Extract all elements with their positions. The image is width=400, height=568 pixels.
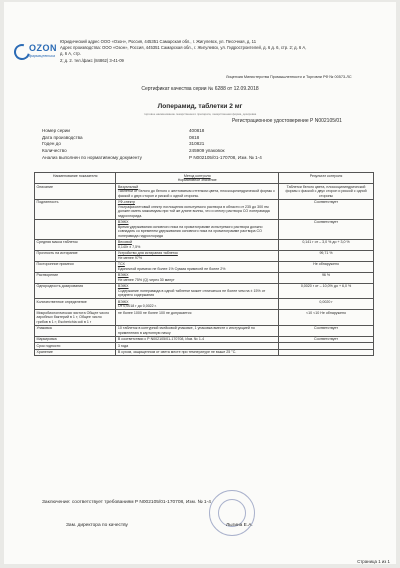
company-line: Адрес производства: ООО «Озон», Россия, 445351 Самарская обл., г. Жигулевск, ул. Гидростроителей, д. 6 д. 6, стр. 2; д. 6 А, д. 6 А, стр.	[60, 45, 307, 57]
table-row	[35, 299, 374, 310]
logo-name: OZON	[29, 43, 57, 53]
table-row	[35, 239, 374, 250]
method-norm-cell	[116, 310, 279, 326]
certificate-title: Сертификат качества серии № 6288 от 12.09.2018	[141, 86, 259, 92]
company-address	[60, 39, 310, 64]
method-norm-cell	[116, 283, 279, 299]
indicator-cell: Описание	[35, 184, 116, 200]
certificate-page	[4, 2, 396, 564]
company-logo	[14, 42, 60, 62]
table-header-row	[35, 173, 374, 184]
result-cell: Соответствует	[279, 199, 374, 219]
conclusion: Заключение: соответствует требованиям Р N002105/01-170708, Изм. № 1-4	[42, 500, 211, 505]
result-cell: <10 <10 Не обнаружено	[279, 310, 374, 326]
norm-text: Время удерживания основного пика на хроматограмме испытуемого раствора должно совпадать со временем удерживания основного пика на хроматограмме раствора СО лоперамида гидрохлорида	[117, 224, 263, 238]
info-row	[42, 128, 372, 135]
drug-subtitle: торговое наименование лекарственного препарата, лекарственная форма, дозировка	[143, 112, 257, 116]
method-norm-cell	[116, 325, 279, 336]
method-norm-cell	[116, 184, 279, 200]
page-number: Страница 1 из 1	[357, 559, 390, 564]
table-row	[35, 310, 374, 326]
header-indicator: Наименование показателя	[35, 173, 116, 184]
result-cell: Не обнаружено	[279, 261, 374, 272]
indicator-cell	[35, 219, 116, 239]
info-value: 0818	[189, 134, 200, 140]
indicator-cell: Хранение	[35, 349, 116, 356]
info-row	[42, 148, 372, 155]
result-cell: Таблетки белого цвета, плоскоцилиндрической формы с фаской с двух сторон и риской с одной стороны	[279, 184, 374, 200]
method-text: ВЭЖХ	[117, 299, 129, 304]
header-result: Результат контроля	[279, 173, 374, 184]
method-text: Визуальный	[117, 184, 139, 189]
license-text: Лицензия Министерства Промышленности и Торговли РФ № 00573-ЛС	[226, 75, 352, 79]
header-method-norm	[116, 173, 279, 184]
result-cell: 96 %	[279, 272, 374, 283]
result-cell: Соответствует	[279, 336, 374, 343]
method-norm-cell	[116, 250, 279, 261]
info-label: Анализ выполнен по нормативному документу	[42, 154, 142, 160]
method-norm-cell	[116, 219, 279, 239]
result-cell: 99,71 %	[279, 250, 374, 261]
signature-name: Лыгина Е.А.	[226, 523, 253, 528]
table-row	[35, 349, 374, 356]
indicator-cell: Прочность на истирание	[35, 250, 116, 261]
company-line: Юридический адрес ООО «Озон», Россия, 445351 Самарская обл., г. Жигулевск, ул. Песочная, д. 11	[60, 39, 257, 44]
method-text: ТСХ	[117, 262, 125, 266]
table-row	[35, 261, 374, 272]
result-cell: Соответствует	[279, 325, 374, 336]
norm-text: В соответствии с Р N002105/01-170708, Изм. № 1-4	[117, 337, 205, 341]
registration-number: Регистрационное удостоверение Р N002105/01	[232, 118, 342, 124]
info-row	[42, 155, 372, 162]
method-norm-cell	[116, 239, 279, 250]
indicator-cell: Однородность дозирования	[35, 283, 116, 299]
header-norm: Нормативное значение	[177, 178, 217, 182]
info-label: Номер серии	[42, 128, 70, 133]
info-value: 310821	[189, 141, 205, 147]
info-label: Дата производства	[42, 134, 83, 140]
info-label: Годен до	[42, 141, 61, 147]
method-text: Устройство для истирания таблеток	[117, 251, 178, 255]
table-row	[35, 184, 374, 200]
table-row	[35, 199, 374, 219]
table-row	[35, 219, 374, 239]
norm-text: 3 года	[117, 343, 129, 348]
norm-text: 10 таблеток в контурной ячейковой упаковке, 1 упаковка вместе с инструкцией по применению в картонную пачку	[117, 326, 255, 335]
method-norm-cell	[116, 349, 279, 356]
info-row	[42, 135, 372, 142]
method-text: ВЭЖХ	[117, 284, 129, 288]
norm-text: 0,140г ± 7,5%	[117, 244, 141, 249]
info-value: 245909 упаковок	[189, 148, 225, 154]
table-row	[35, 272, 374, 283]
quality-stamp-icon	[209, 490, 255, 536]
method-text: УФ-спектр	[117, 200, 135, 204]
result-cell: 0,141 г от – 3,0 % до + 3,0 %	[279, 239, 374, 250]
quality-table	[34, 172, 374, 356]
table-row	[35, 283, 374, 299]
drug-title: Лоперамид, таблетки 2 мг	[157, 103, 243, 110]
result-cell: 0,0020 г от – 10,0% до + 6,0 %	[279, 283, 374, 299]
table-row	[35, 250, 374, 261]
method-norm-cell	[116, 272, 279, 283]
info-row	[42, 141, 372, 148]
method-norm-cell	[116, 199, 279, 219]
logo-subtitle: фармацевтика	[29, 54, 55, 58]
norm-text: Не менее 97%	[117, 255, 143, 260]
indicator-cell: Растворение	[35, 272, 116, 283]
norm-text: Единичной примеси не более 1% Сумма примесей не более 2%	[117, 266, 226, 271]
info-value: Р N002105/01-170708, Изм. № 1-4	[189, 154, 262, 160]
table-row	[35, 325, 374, 336]
norm-text: От 0,0018 г до 0,0022 г.	[117, 304, 157, 308]
company-line: 2; д. 2. тел./факс (84862) 3-41-09	[60, 57, 124, 63]
norm-text: Ультрафиолетовый спектр поглощения испытуемого раствора в области от 235 до 300 нм должен иметь максимумы при той же длине волны, что и спектр раствора СО лоперамида гидрохлорида.	[117, 204, 270, 218]
method-text: Весовой	[117, 240, 132, 244]
norm-text: Содержание лоперамида в одной таблетке может отличаться не более чем на ± 15% от среднего содержания	[117, 288, 266, 297]
indicator-cell: Упаковка	[35, 325, 116, 336]
batch-info	[42, 128, 372, 161]
info-label: Количество	[42, 148, 67, 154]
norm-text: В сухом, защищенном от света месте при температуре не выше 25 °С.	[117, 350, 237, 354]
result-cell: Соответствует	[279, 219, 374, 239]
method-text: ВЭЖХ	[117, 220, 129, 224]
indicator-cell: Маркировка	[35, 336, 116, 343]
info-value: 400818	[189, 128, 205, 133]
norm-text: Не менее 75% (Q) через 30 минут	[117, 277, 175, 282]
method-norm-cell	[116, 299, 279, 310]
norm-text: не более 1000 не более 100 не допускается	[117, 310, 192, 315]
indicator-cell: Средняя масса таблеток	[35, 239, 116, 250]
signature-position: Зам. директора по качеству	[66, 523, 128, 528]
indicator-cell: Срок годности	[35, 343, 116, 350]
indicator-cell: Посторонние примеси	[35, 261, 116, 272]
method-norm-cell	[116, 261, 279, 272]
header-method: Метод контроля	[183, 173, 211, 178]
norm-text: Таблетки от белого до белого с желтоватым оттенком цвета, плоскоцилиндрической формы с фаской с двух сторон и риской с одной стороны.	[117, 189, 275, 198]
indicator-cell: Подлинность	[35, 199, 116, 219]
result-cell	[279, 349, 374, 356]
method-text: ВЭЖХ	[117, 273, 129, 277]
indicator-cell: Микробиологическая чистота Общее число аэробных бактерий в 1 г; Общее число грибов в 1 г; Escherichia coli в 1 г	[35, 310, 116, 326]
indicator-cell: Количественное определение	[35, 299, 116, 310]
result-cell: 0,0020 г	[279, 299, 374, 310]
